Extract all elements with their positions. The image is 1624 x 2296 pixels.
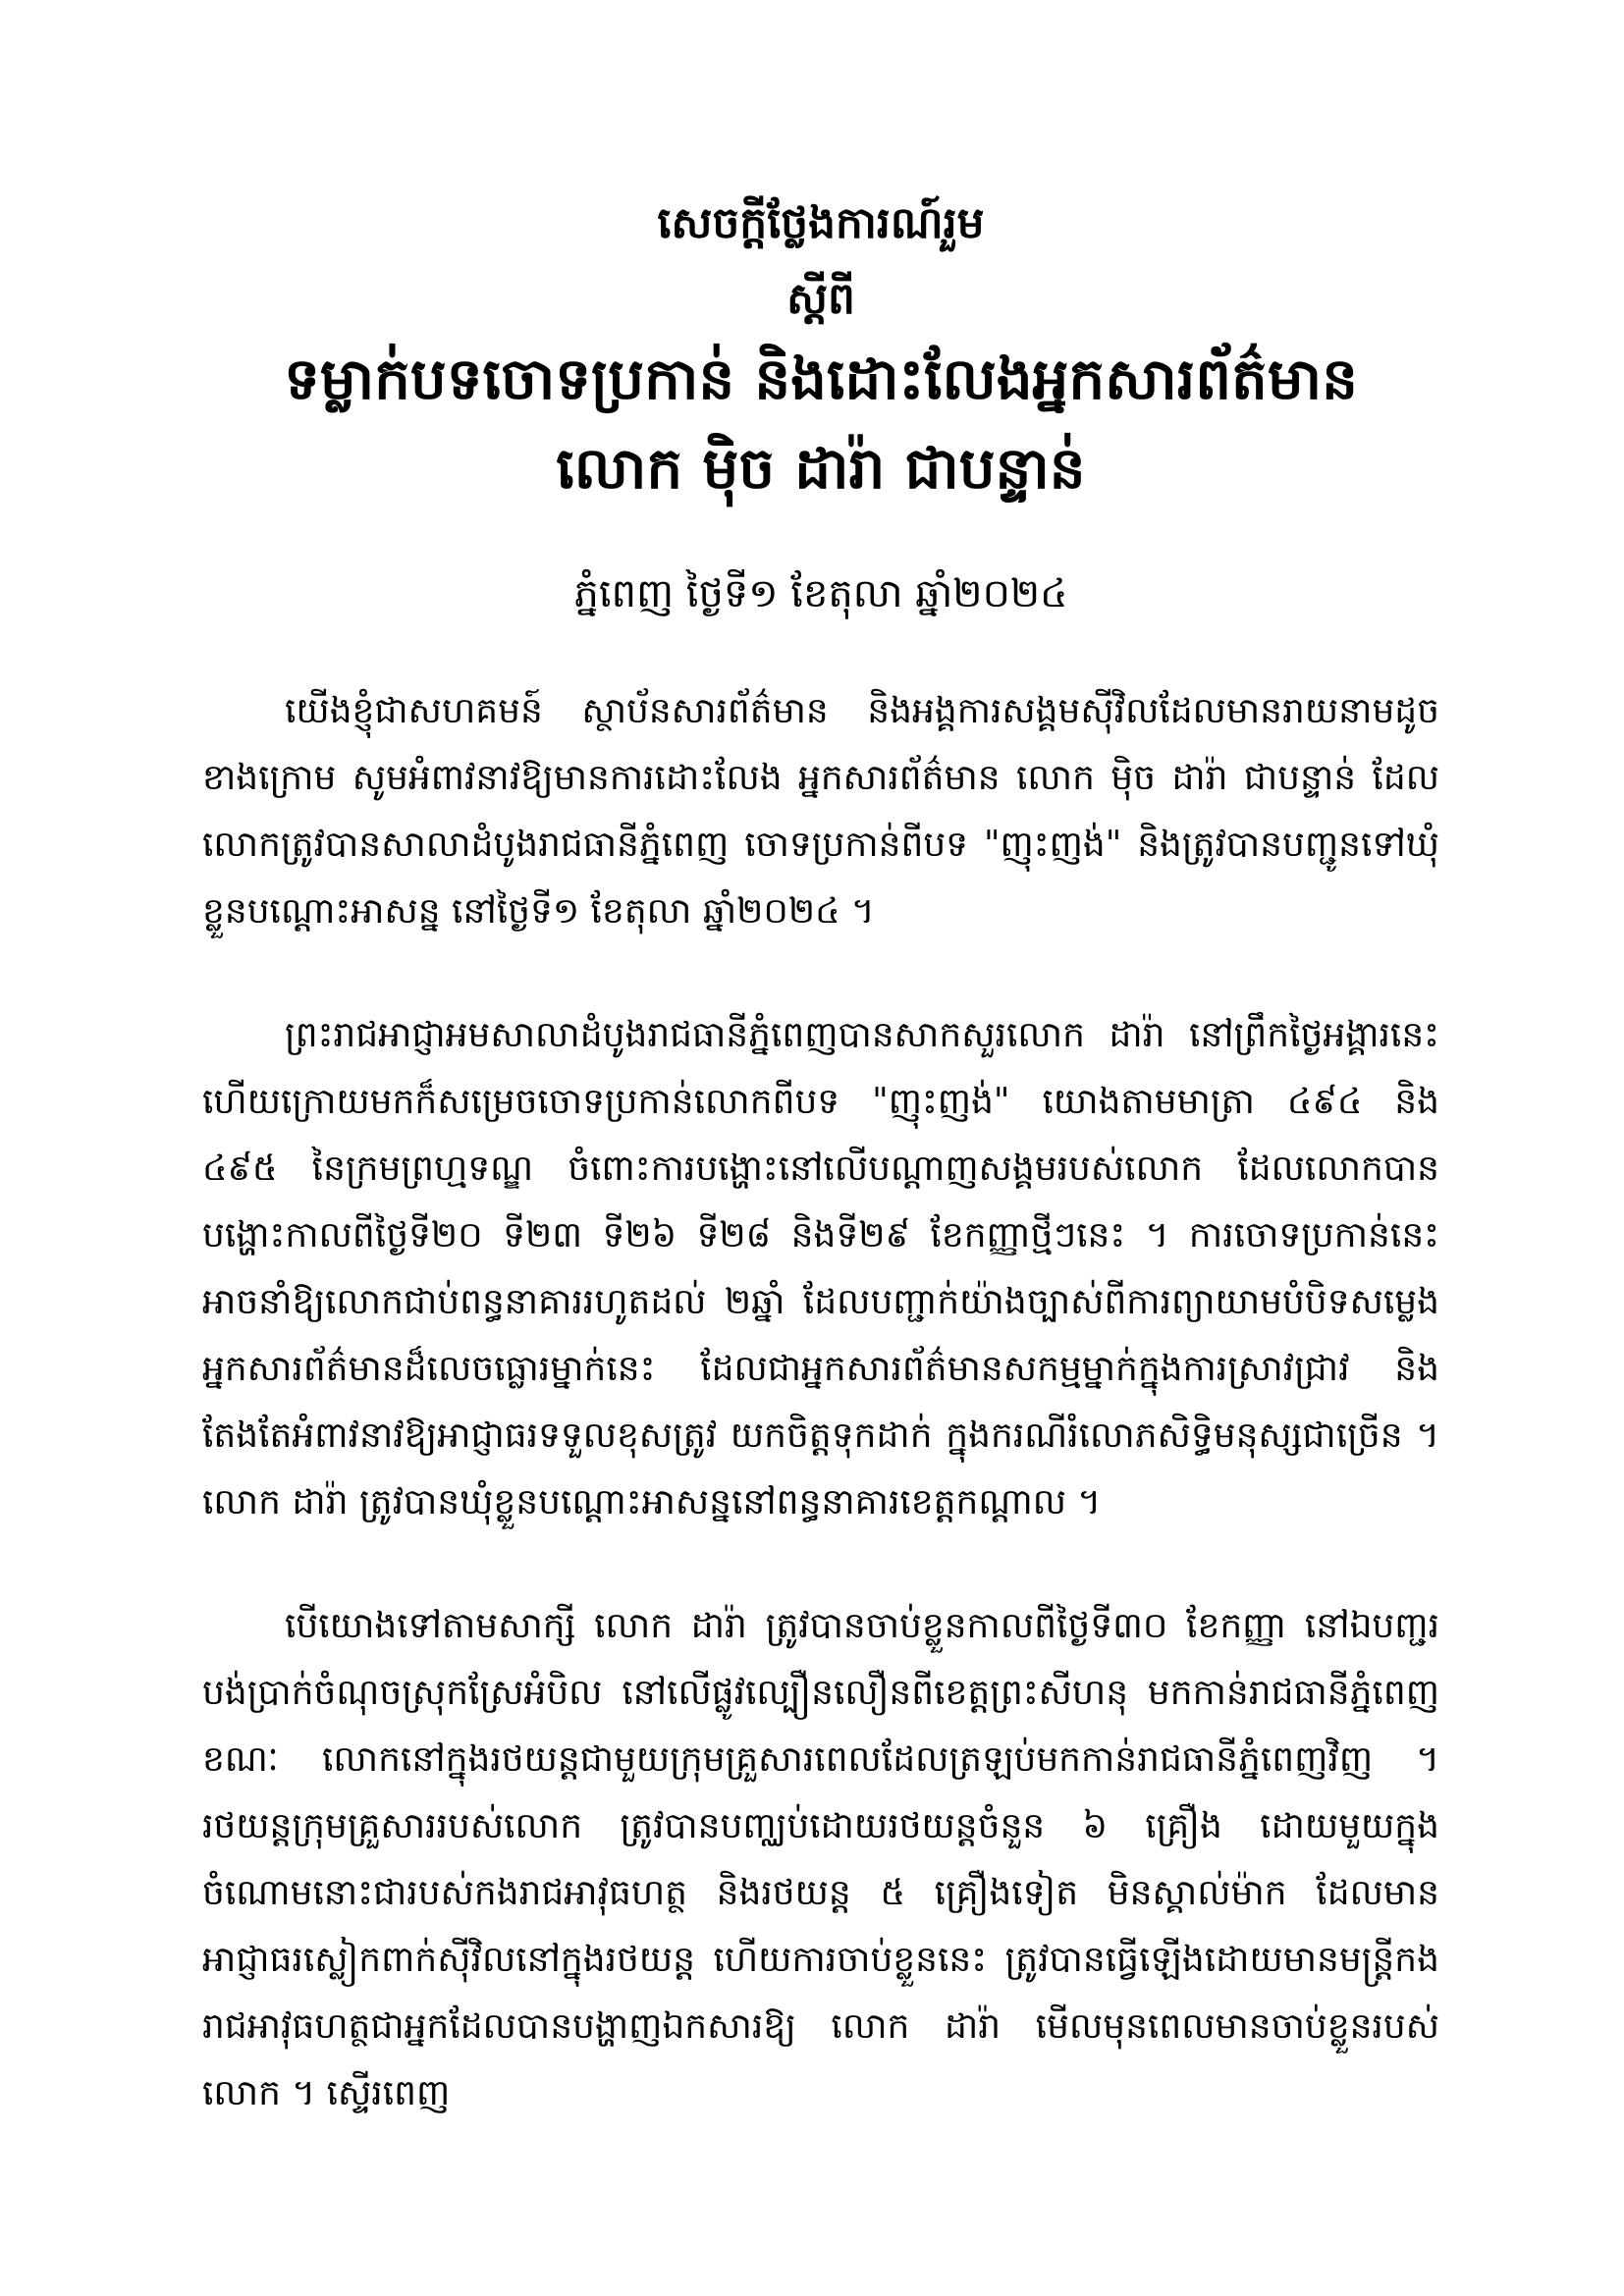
title-subject: ទម្លាក់បទចោទប្រកាន់ និងដោះលែងអ្នកសារព័ត៌មាន — [284, 346, 1358, 412]
paragraph-3: បើយោងទៅតាមសាក្សី លោក ដារ៉ា ត្រូវបានចាប់ខ្លួនកាលពីថ្ងៃទី៣០ ខែកញ្ញា នៅឯបញ្ជរបង់ប្រាក់ចំណុចស្រុកស្រែអំបិល នៅលើផ្លូវល្បឿនលឿនពីខេត្តព្រះសីហនុ មកកាន់រាជធានីភ្នំពេញ ខណៈ លោកនៅក្នុងរថយន្តជាមួយក្រុមគ្រួសារពេលដែលត្រឡប់មកកាន់រាជធានីភ្នំពេញវិញ ។ រថយន្តក្រុមគ្រួសាររបស់លោក ត្រូវបានបញ្ឈប់ដោយរថយន្តចំនួន ៦ គ្រឿង ដោយមួយក្នុងចំណោមនោះជារបស់កងរាជអាវុធហត្ថ និងរថយន្ត ៥ គ្រឿងទៀត មិនស្គាល់ម៉ាក ដែលមានអាជ្ញាធរស្លៀកពាក់ស៊ីវិលនៅក្នុងរថយន្ត ហើយការចាប់ខ្លួននេះ ត្រូវបានធ្វើឡើងដោយមានមន្ត្រីកងរាជអាវុធហត្ថជាអ្នកដែលបានបង្ហាញឯកសារឱ្យ លោក ដារ៉ា មើលមុនពេលមានចាប់ខ្លួនរបស់លោក ។ ស្ទើរពេញ — [202, 1606, 1439, 2113]
title-person: លោក ម៉ិច ដារ៉ា ជាបន្ទាន់ — [556, 434, 1086, 502]
title-block — [202, 196, 1439, 504]
paragraph-1: យើងខ្ញុំជាសហគមន៍ ស្ថាប័នសារព័ត៌មាន និងអង្គការសង្គមស៊ីវិលដែលមានរាយនាមដូចខាងក្រោម សូមអំពាវនាវឱ្យមានការដោះលែង អ្នកសារព័ត៌មាន លោក ម៉ិច ដារ៉ា ជាបន្ទាន់ ដែលលោកត្រូវបានសាលាដំបូងរាជធានីភ្នំពេញ ចោទប្រកាន់ពីបទ "ញុះញង់" និងត្រូវបានបញ្ជូនទៅឃុំខ្លួនបណ្តោះអាសន្ន នៅថ្ងៃទី១ ខែតុលា ឆ្នាំ២០២៤ ។ — [202, 691, 1439, 932]
title-connector: ស្តីពី — [786, 274, 855, 324]
document-title: សេចក្តីថ្លែងការណ៍រួម — [657, 198, 985, 248]
paragraph-2: ព្រះរាជអាជ្ញាអមសាលាដំបូងរាជធានីភ្នំពេញបានសាកសួរលោក ដារ៉ា នៅព្រឹកថ្ងៃអង្គារនេះ ហើយក្រោយមកក៏សម្រេចចោទប្រកាន់លោកពីបទ "ញុះញង់" យោងតាមមាត្រា ៤៩៤ និង ៤៩៥ នៃក្រមព្រហ្មទណ្ឌ ចំពោះការបង្ហោះនៅលើបណ្តាញសង្គមរបស់លោក ដែលលោកបានបង្ហោះកាលពីថ្ងៃទី២០ ទី២៣ ទី២៦ ទី២៨ និងទី២៩ ខែកញ្ញាថ្មីៗនេះ ។ ការចោទប្រកាន់នេះ អាចនាំឱ្យលោកជាប់ពន្ធនាគាររហូតដល់ ២ឆ្នាំ ដែលបញ្ជាក់យ៉ាងច្បាស់ពីការព្យាយាមបំបិទសម្លេងអ្នកសារព័ត៌មានដ៏លេចធ្លោរម្នាក់នេះ ដែលជាអ្នកសារព័ត៌មានសកម្មម្នាក់ក្នុងការស្រាវជ្រាវ និងតែងតែអំពាវនាវឱ្យអាជ្ញាធរទទួលខុសត្រូវ យកចិត្តទុកដាក់ ក្នុងករណីរំលោភសិទ្ធិមនុស្សជាច្រើន ។ លោក ដារ៉ា ត្រូវបានឃុំខ្លួនបណ្តោះអាសន្ននៅពន្ធនាគារខេត្តកណ្តាល ។ — [202, 1015, 1439, 1522]
dateline: ភ្នំពេញ ថ្ងៃទី១ ខែតុលា ឆ្នាំ២០២៤ — [573, 571, 1068, 616]
